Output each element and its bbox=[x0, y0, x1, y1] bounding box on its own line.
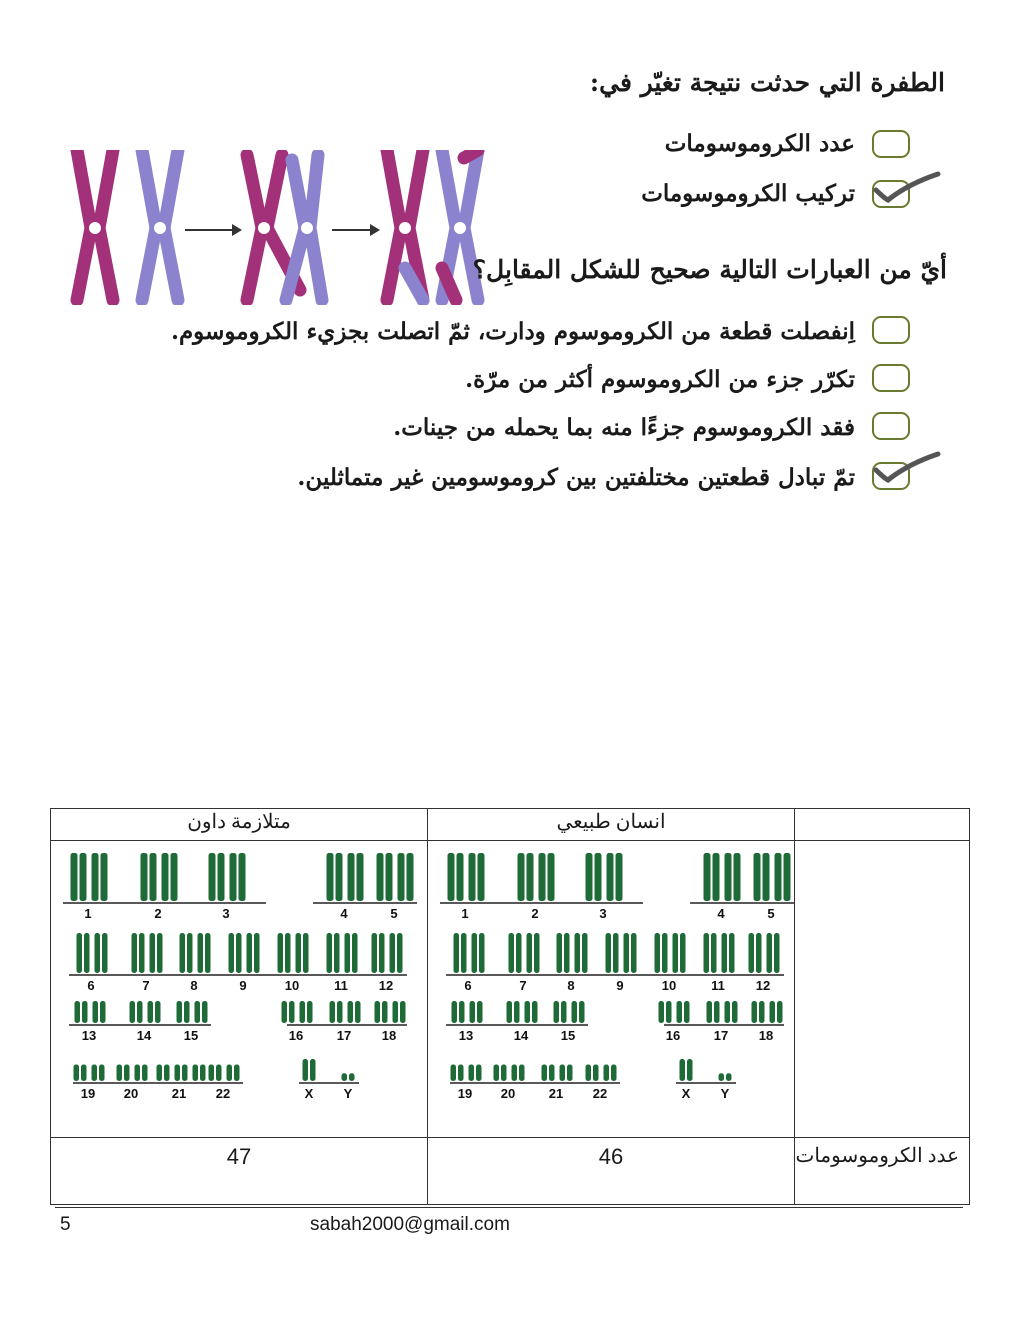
chromosome-7 bbox=[509, 933, 540, 973]
chromosome-12 bbox=[372, 933, 403, 973]
chromosome-Y bbox=[342, 1073, 355, 1081]
chromosome-label: 14 bbox=[136, 1028, 152, 1043]
chromosome-label: 9 bbox=[239, 978, 247, 993]
chromosome-label: 17 bbox=[336, 1028, 352, 1043]
chromosome-11 bbox=[327, 933, 358, 973]
chromosome-label: Y bbox=[720, 1086, 730, 1101]
chromosome-9 bbox=[606, 933, 637, 973]
chromosome-label: 12 bbox=[755, 978, 771, 993]
chromosome-label: 20 bbox=[500, 1086, 516, 1101]
chromosome-label: 3 bbox=[599, 906, 607, 921]
chromosome-15 bbox=[554, 1001, 585, 1023]
chromosome-label: 1 bbox=[461, 906, 469, 921]
chromosome-label: 13 bbox=[81, 1028, 97, 1043]
chromosome-label: 2 bbox=[531, 906, 539, 921]
chromosome-label: X bbox=[304, 1086, 314, 1101]
chromosome-label: 5 bbox=[767, 906, 775, 921]
chromosome-X bbox=[680, 1059, 693, 1081]
chromosome-label: 11 bbox=[711, 978, 725, 993]
chromosome-label: 5 bbox=[390, 906, 398, 921]
chromosome-14 bbox=[130, 1001, 161, 1023]
chromosome-label: 9 bbox=[616, 978, 624, 993]
chromosome-label: 14 bbox=[513, 1028, 529, 1043]
down-chromosome-count: 47 bbox=[51, 1138, 428, 1205]
chromosome-label: 15 bbox=[560, 1028, 576, 1043]
karyotype-table bbox=[50, 808, 970, 1205]
footer-email: sabah2000@gmail.com bbox=[310, 1214, 510, 1235]
header-empty bbox=[795, 809, 970, 841]
chromosome-18 bbox=[752, 1001, 783, 1023]
chromosome-Y bbox=[719, 1073, 732, 1081]
chromosome-19 bbox=[74, 1065, 105, 1082]
chromosome-15 bbox=[177, 1001, 208, 1023]
row-label-chromosome-count: عدد الكروموسومات bbox=[795, 1138, 970, 1205]
chromosome-label: Y bbox=[343, 1086, 353, 1101]
chromosome-label: 22 bbox=[592, 1086, 608, 1101]
q1-option-1: عدد الكروموسومات bbox=[664, 130, 855, 157]
chromosome-14 bbox=[507, 1001, 538, 1023]
chromosome-22 bbox=[586, 1065, 617, 1082]
option-checkbox[interactable] bbox=[872, 412, 910, 440]
chromosome-label: 21 bbox=[171, 1086, 187, 1101]
chromosome-label: 21 bbox=[548, 1086, 564, 1101]
footer-divider bbox=[55, 1207, 963, 1208]
chromosome-label: 12 bbox=[378, 978, 394, 993]
chromosome-5 bbox=[754, 853, 791, 901]
chromosome-9 bbox=[229, 933, 260, 973]
checkmark-icon bbox=[870, 450, 942, 486]
chromosome-10 bbox=[278, 933, 309, 973]
q2-option-2: تكرّر جزء من الكروموسوم أكثر من مرّة. bbox=[465, 366, 855, 393]
chromosome-11 bbox=[704, 933, 735, 973]
chromosome-5 bbox=[377, 853, 414, 901]
chromosome-10 bbox=[655, 933, 686, 973]
chromosome-label: 8 bbox=[567, 978, 575, 993]
chromosome-label: 4 bbox=[717, 906, 725, 921]
question2-title: أيّ من العبارات التالية صحيح للشكل المقابِل؟ bbox=[472, 255, 947, 284]
chromosome-20 bbox=[117, 1065, 148, 1082]
option-checkbox[interactable] bbox=[872, 364, 910, 392]
chromosome-2 bbox=[141, 853, 178, 901]
chromosome-20 bbox=[494, 1065, 525, 1082]
chromosome-13 bbox=[452, 1001, 483, 1023]
chromosome-label: 8 bbox=[190, 978, 198, 993]
chromosome-2 bbox=[518, 853, 555, 901]
chromosome-label: 7 bbox=[519, 978, 527, 993]
chromosome-8 bbox=[557, 933, 588, 973]
chromosome-1 bbox=[71, 853, 108, 901]
chromosome-label: 13 bbox=[458, 1028, 474, 1043]
chromosome-label: X bbox=[681, 1086, 691, 1101]
chromosome-1 bbox=[448, 853, 485, 901]
chromosome-label: 10 bbox=[661, 978, 677, 993]
chromosome-label: 6 bbox=[87, 978, 95, 993]
chromosome-19 bbox=[451, 1065, 482, 1082]
chromosome-12 bbox=[749, 933, 780, 973]
chromosome-22 bbox=[209, 1065, 240, 1082]
chromosome-label: 18 bbox=[758, 1028, 774, 1043]
chromosome-7 bbox=[132, 933, 163, 973]
chromosome-X bbox=[303, 1059, 316, 1081]
chromosome-13 bbox=[75, 1001, 106, 1023]
q2-option-3: فقد الكروموسوم جزءًا منه بما يحمله من جينات. bbox=[393, 414, 855, 441]
q1-option-2: تركيب الكروموسومات bbox=[641, 180, 855, 207]
chromosome-label: 17 bbox=[713, 1028, 729, 1043]
arrow-icon bbox=[232, 224, 242, 236]
arrow-icon bbox=[370, 224, 380, 236]
chromosome-8 bbox=[180, 933, 211, 973]
chromosome-6 bbox=[77, 933, 108, 973]
karyotype-down bbox=[51, 841, 428, 1138]
chromosome-label: 7 bbox=[142, 978, 150, 993]
header-down-syndrome: متلازمة داون bbox=[51, 809, 428, 841]
chromosome-label: 4 bbox=[340, 906, 348, 921]
chromosome-18 bbox=[375, 1001, 406, 1023]
chromosome-label: 6 bbox=[464, 978, 472, 993]
header-normal-human: انسان طبيعي bbox=[428, 809, 795, 841]
chromosome-label: 18 bbox=[381, 1028, 397, 1043]
chromosome-17 bbox=[707, 1001, 738, 1023]
chromosome-6 bbox=[454, 933, 485, 973]
chromosome-17 bbox=[330, 1001, 361, 1023]
chromosome-label: 3 bbox=[222, 906, 230, 921]
chromosome-21 bbox=[157, 1065, 206, 1082]
chromosome-16 bbox=[282, 1001, 313, 1023]
chromosome-label: 11 bbox=[334, 978, 348, 993]
q2-option-4: تمّ تبادل قطعتين مختلفتين بين كروموسومين غير متماثلين. bbox=[297, 464, 855, 491]
chromosome-3 bbox=[209, 853, 246, 901]
question1-title: الطفرة التي حدثت نتيجة تغيّر في: bbox=[589, 68, 945, 97]
chromosome-label: 2 bbox=[154, 906, 162, 921]
chromosome-3 bbox=[586, 853, 623, 901]
chromosome-4 bbox=[327, 853, 364, 901]
chromosome-label: 16 bbox=[665, 1028, 681, 1043]
option-checkbox[interactable] bbox=[872, 316, 910, 344]
checkmark-icon bbox=[870, 170, 942, 206]
normal-chromosome-count: 46 bbox=[428, 1138, 795, 1205]
chromosome-label: 19 bbox=[457, 1086, 473, 1101]
chromosome-21 bbox=[542, 1065, 573, 1082]
chromosome-label: 10 bbox=[284, 978, 300, 993]
karyotype-normal bbox=[428, 841, 795, 1138]
chromosome-label: 16 bbox=[288, 1028, 304, 1043]
chromosome-label: 19 bbox=[80, 1086, 96, 1101]
chromosome-4 bbox=[704, 853, 741, 901]
q2-option-1: اِنفصلت قطعة من الكروموسوم ودارت، ثمّ اتصلت بجزيء الكروموسوم. bbox=[170, 318, 855, 345]
chromosome-label: 22 bbox=[215, 1086, 231, 1101]
translocation-diagram bbox=[60, 150, 490, 305]
chromosome-label: 1 bbox=[84, 906, 92, 921]
page-number: 5 bbox=[60, 1214, 71, 1235]
option-checkbox[interactable] bbox=[872, 130, 910, 158]
chromosome-label: 20 bbox=[123, 1086, 139, 1101]
chromosome-16 bbox=[659, 1001, 690, 1023]
chromosome-label: 15 bbox=[183, 1028, 199, 1043]
